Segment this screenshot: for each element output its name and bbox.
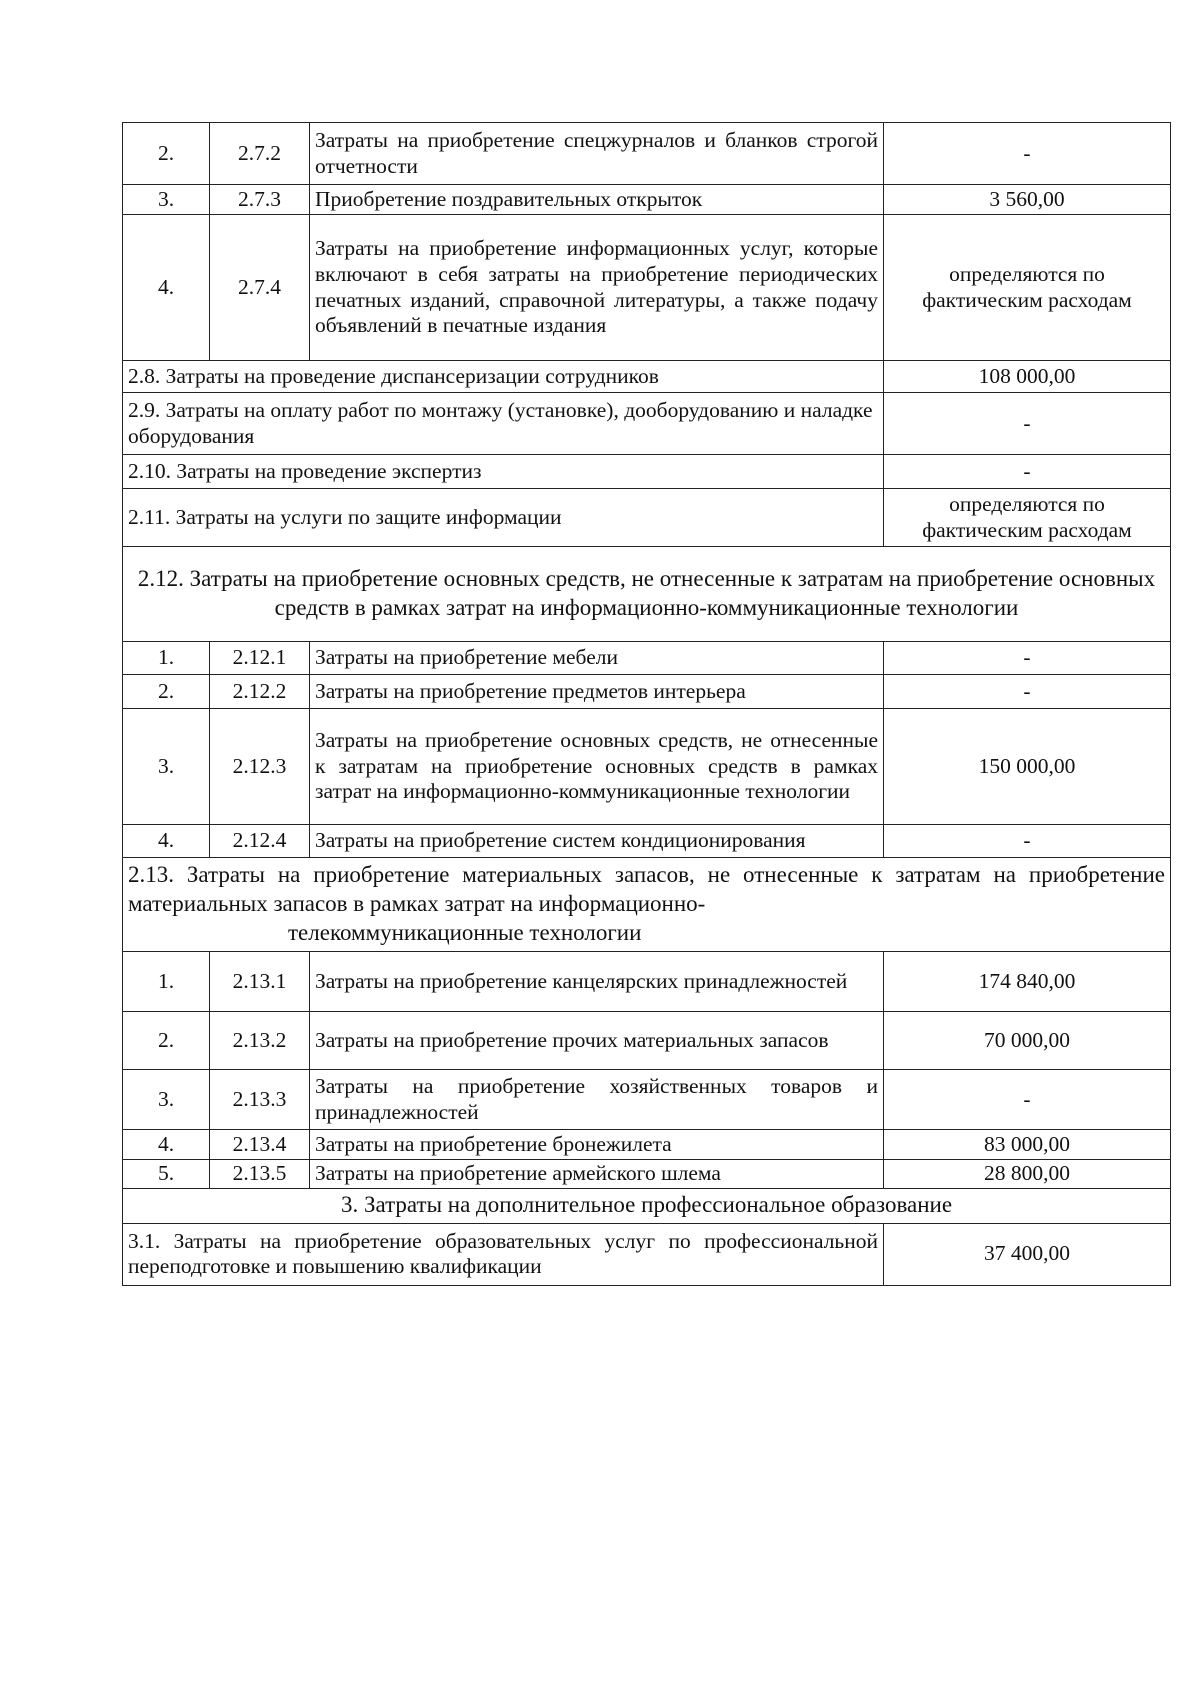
row-value: 28 800,00 <box>884 1160 1171 1189</box>
row-value: 83 000,00 <box>884 1130 1171 1160</box>
row-name: Затраты на приобретение мебели <box>310 642 884 675</box>
table-row <box>123 1012 1171 1070</box>
section-title <box>123 858 1171 952</box>
row-value: - <box>884 123 1171 185</box>
row-code: 2.13.1 <box>210 952 310 1012</box>
section-header-row <box>123 1188 1171 1223</box>
row-value: 70 000,00 <box>884 1012 1171 1070</box>
row-number: 2. <box>123 675 210 709</box>
row-number: 3. <box>123 185 210 215</box>
table-row <box>123 642 1171 675</box>
table-row <box>123 489 1171 547</box>
row-name: Затраты на приобретение информационных услуг, которые включают в себя затраты на приобретение периодических печатных изданий, справочной литературы, а также подачу объявлений в печатные издания <box>310 215 884 361</box>
table-row <box>123 675 1171 709</box>
row-name: Затраты на приобретение предметов интерьера <box>310 675 884 709</box>
row-name: Затраты на приобретение спецжурналов и бланков строгой отчетности <box>310 123 884 185</box>
row-number: 4. <box>123 215 210 361</box>
row-number: 3. <box>123 1070 210 1130</box>
row-name: 2.9. Затраты на оплату работ по монтажу (установке), дооборудованию и наладке оборудования <box>123 393 884 455</box>
row-number: 1. <box>123 642 210 675</box>
table-row <box>123 1160 1171 1189</box>
table-row <box>123 393 1171 455</box>
row-number: 4. <box>123 825 210 858</box>
table-row <box>123 361 1171 393</box>
row-value: - <box>884 642 1171 675</box>
table-row <box>123 455 1171 489</box>
row-name: Затраты на приобретение основных средств, не отнесенные к затратам на приобретение основных средств в рамках затрат на информационно-коммуникационные технологии <box>310 709 884 825</box>
row-name: Затраты на приобретение прочих материальных запасов <box>310 1012 884 1070</box>
row-number: 2. <box>123 1012 210 1070</box>
row-code: 2.13.5 <box>210 1160 310 1189</box>
table-row <box>123 1070 1171 1130</box>
table-row <box>123 709 1171 825</box>
row-value: 3 560,00 <box>884 185 1171 215</box>
row-number: 2. <box>123 123 210 185</box>
row-code: 2.13.4 <box>210 1130 310 1160</box>
row-code: 2.7.2 <box>210 123 310 185</box>
section-title-main: 2.13. Затраты на приобретение материальных запасов, не отнесенные к затратам на приобретение материальных запасов в рамках затрат на информационно- <box>128 862 1165 917</box>
table-row <box>123 1130 1171 1160</box>
row-code: 2.12.3 <box>210 709 310 825</box>
row-value: 150 000,00 <box>884 709 1171 825</box>
row-code: 2.12.2 <box>210 675 310 709</box>
row-value: 108 000,00 <box>884 361 1171 393</box>
row-value: определяются по фактическим расходам <box>884 215 1171 361</box>
table-row <box>123 952 1171 1012</box>
row-code: 2.13.2 <box>210 1012 310 1070</box>
row-name: Приобретение поздравительных открыток <box>310 185 884 215</box>
row-code: 2.12.4 <box>210 825 310 858</box>
row-code: 2.7.4 <box>210 215 310 361</box>
row-name: Затраты на приобретение систем кондиционирования <box>310 825 884 858</box>
row-value: - <box>884 1070 1171 1130</box>
table-row <box>123 185 1171 215</box>
row-value: - <box>884 455 1171 489</box>
row-number: 1. <box>123 952 210 1012</box>
table-row <box>123 123 1171 185</box>
section-title: 2.12. Затраты на приобретение основных средств, не отнесенные к затратам на приобретение основных средств в рамках затрат на информационно-коммуникационные технологии <box>123 547 1171 642</box>
row-name: 2.10. Затраты на проведение экспертиз <box>123 455 884 489</box>
row-number: 5. <box>123 1160 210 1189</box>
section-header-row <box>123 858 1171 952</box>
row-name: 3.1. Затраты на приобретение образовательных услуг по профессиональной переподготовке и повышению квалификации <box>123 1223 884 1285</box>
table-row <box>123 215 1171 361</box>
section-title: 3. Затраты на дополнительное профессиональное образование <box>123 1188 1171 1223</box>
row-name: Затраты на приобретение бронежилета <box>310 1130 884 1160</box>
row-value: 174 840,00 <box>884 952 1171 1012</box>
table-row <box>123 825 1171 858</box>
row-name: Затраты на приобретение канцелярских принадлежностей <box>310 952 884 1012</box>
row-name: 2.11. Затраты на услуги по защите информации <box>123 489 884 547</box>
row-code: 2.7.3 <box>210 185 310 215</box>
cost-table <box>122 122 1171 1286</box>
row-name: Затраты на приобретение хозяйственных товаров и принадлежностей <box>310 1070 884 1130</box>
row-value: 37 400,00 <box>884 1223 1171 1285</box>
row-number: 4. <box>123 1130 210 1160</box>
row-value: определяются по фактическим расходам <box>884 489 1171 547</box>
row-value: - <box>884 825 1171 858</box>
table-row <box>123 1223 1171 1285</box>
row-value: - <box>884 393 1171 455</box>
row-code: 2.12.1 <box>210 642 310 675</box>
row-code: 2.13.3 <box>210 1070 310 1130</box>
row-name: Затраты на приобретение армейского шлема <box>310 1160 884 1189</box>
row-name: 2.8. Затраты на проведение диспансеризации сотрудников <box>123 361 884 393</box>
row-value: - <box>884 675 1171 709</box>
section-header-row <box>123 547 1171 642</box>
section-title-tail: телекоммуникационные технологии <box>288 919 642 945</box>
row-number: 3. <box>123 709 210 825</box>
